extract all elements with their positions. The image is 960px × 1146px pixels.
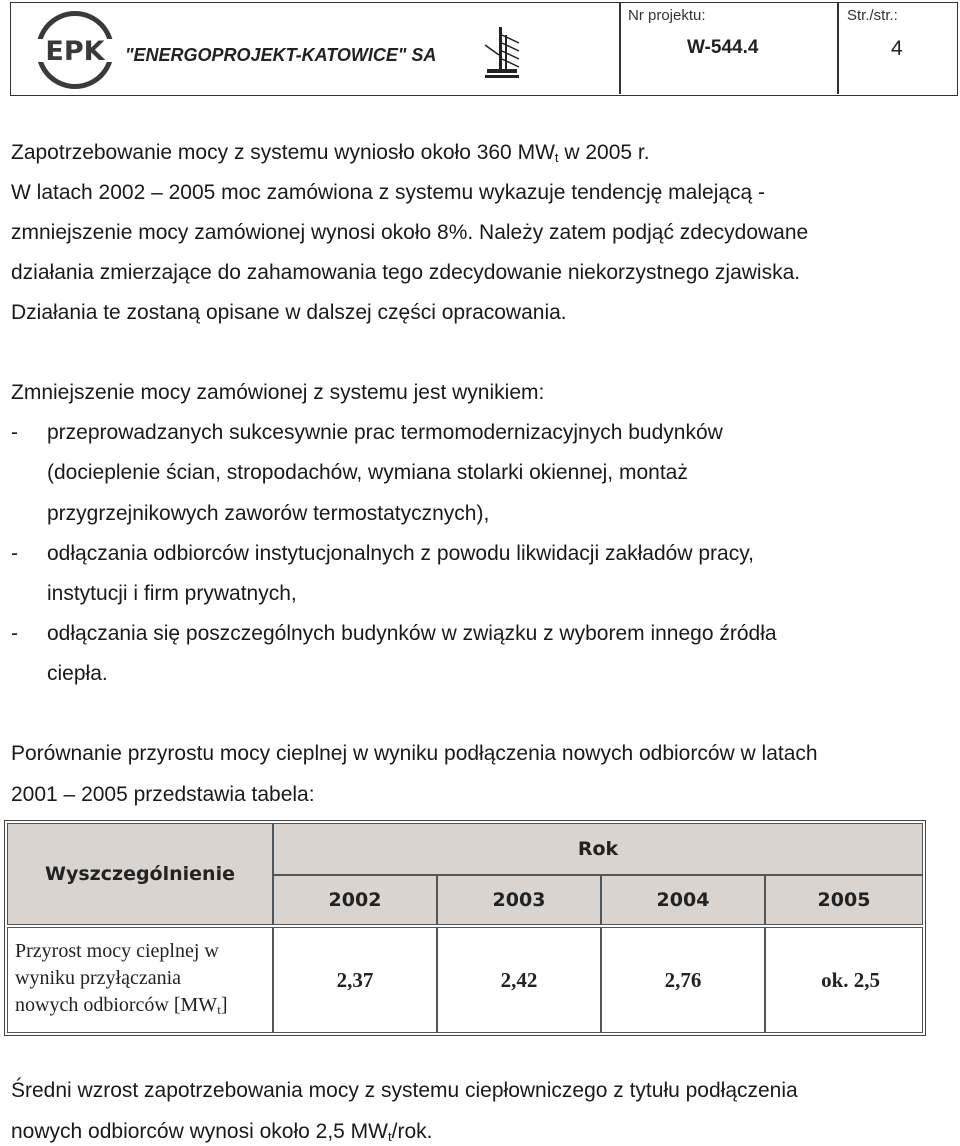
company-name: "ENERGOPROJEKT-KATOWICE" SA: [125, 45, 437, 65]
year-header-2004: 2004: [601, 875, 765, 925]
year-header-2005: 2005: [765, 875, 923, 925]
data-table: [4, 820, 926, 1036]
page-number-value: 4: [891, 37, 903, 60]
value-2002: 2,37: [273, 927, 437, 1033]
list-dash: -: [11, 622, 18, 645]
list-dash: -: [11, 542, 18, 565]
list-item3-line1: odłączania się poszczególnych budynków w związku z wyborem innego źródła: [47, 622, 777, 645]
header-logo-cell: [11, 3, 619, 94]
para1-line5: Działania te zostaną opisane w dalszej części opracowania.: [11, 301, 567, 324]
list-item3-line2: ciepła.: [47, 662, 108, 685]
logo-text: EPK: [45, 36, 105, 67]
value-2005: ok. 2,5: [765, 927, 923, 1033]
para3-line2: 2001 – 2005 przedstawia tabela:: [11, 783, 315, 806]
year-header-2003: 2003: [437, 875, 601, 925]
para4-line2: nowych odbiorców wynosi około 2,5 $MW_t$/rok.: [11, 1120, 433, 1144]
table-row-label: Przyrost mocy cieplnej w wyniku przyłączania nowych odbiorców $[MW_t]$: [7, 927, 273, 1033]
project-number-label: Nr projektu:: [628, 7, 706, 24]
value-2004: 2,76: [601, 927, 765, 1033]
page-number-label: Str./str.:: [847, 7, 898, 24]
company-emblem-icon: [481, 25, 523, 83]
para1-line1: Zapotrzebowanie mocy z systemu wyniosło około 360 $MW_t$ w 2005 r.: [11, 141, 650, 165]
list-item1-line3: przygrzejnikowych zaworów termostatycznych),: [47, 502, 490, 525]
para4-line1: Średni wzrost zapotrzebowania mocy z systemu ciepłowniczego z tytułu podłączenia: [11, 1079, 798, 1102]
para1-line2: W latach 2002 – 2005 moc zamówiona z systemu wykazuje tendencję malejącą -: [11, 181, 766, 204]
project-number-value: W-544.4: [687, 37, 759, 58]
document-header: [10, 2, 958, 96]
para1-line4: działania zmierzające do zahamowania tego zdecydowanie niekorzystnego zjawiska.: [11, 261, 801, 284]
epk-logo-icon: [29, 9, 121, 91]
para2-intro: Zmniejszenie mocy zamówionej z systemu jest wynikiem:: [11, 381, 545, 404]
list-item2-line2: instytucji i firm prywatnych,: [47, 582, 297, 605]
list-item1-line2: (docieplenie ścian, stropodachów, wymiana stolarki okiennej, montaż: [47, 461, 688, 484]
table-group-header: Rok: [273, 823, 923, 875]
para1-line3: zmniejszenie mocy zamówionej wynosi około 8%. Należy zatem podjąć zdecydowane: [11, 221, 809, 244]
value-2003: 2,42: [437, 927, 601, 1033]
list-dash: -: [11, 421, 18, 444]
table-header-label: Wyszczególnienie: [7, 823, 273, 925]
year-header-2002: 2002: [273, 875, 437, 925]
list-item2-line1: odłączania odbiorców instytucjonalnych z powodu likwidacji zakładów pracy,: [47, 542, 754, 565]
para3-line1: Porównanie przyrostu mocy cieplnej w wyniku podłączenia nowych odbiorców w latach: [11, 742, 818, 765]
list-item1-line1: przeprowadzanych sukcesywnie prac termomodernizacyjnych budynków: [47, 421, 723, 444]
